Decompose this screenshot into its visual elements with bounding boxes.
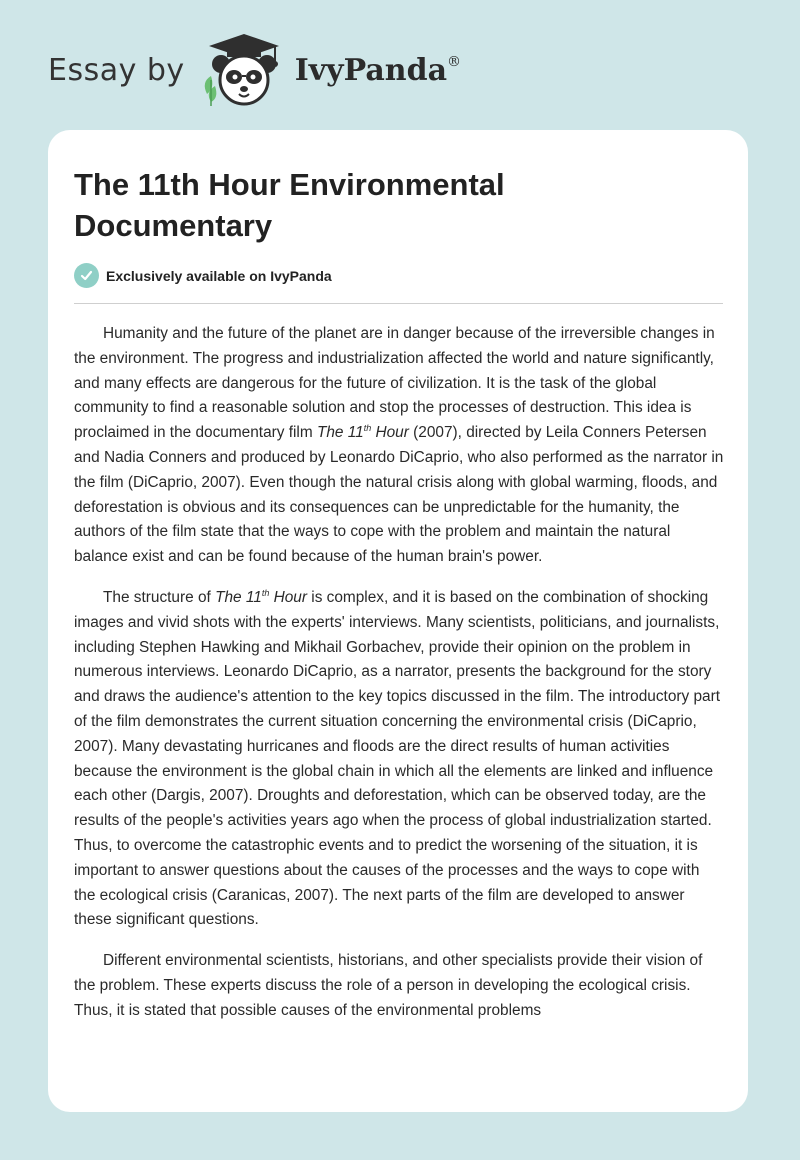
page-title: The 11th Hour Environmental Documentary [74,167,505,243]
registered-mark: ® [447,53,462,70]
exclusive-badge [74,263,332,288]
panda-logo-icon[interactable] [199,32,289,108]
essay-body [74,322,724,1040]
essay-card [48,130,748,1112]
site-header [48,30,461,110]
paragraph-1: Humanity and the future of the planet are in danger because of the irreversible changes in the environment. The progress and industrialization affected the world and nature significantly, and many effects are dangerous for the future of civilization. It is the task of the global community to find a reasonable solution and stop the processes of destruction. This idea is proclaimed in the documentary film The 11th Hour (2007), directed by Leila Conners Petersen and Nadia Conners and produced by Leonardo DiCaprio, who also performed as the narrator in the film (DiCaprio, 2007). Even though the natural crisis along with global warming, floods, and deforestation is obvious and its consequences can be unpredictable for the humanity, the authors of the film state that the ways to cope with the problem and maintain the natural balance exist and can be found because of the human brain's power. [74,325,724,566]
divider [74,303,723,304]
exclusive-label: Exclusively available on IvyPanda [106,267,332,284]
essay-by-label: Essay by [48,52,185,88]
brand-name[interactable]: IvyPanda® [294,52,462,88]
film-title: The 11th Hour [215,587,307,606]
film-title: The 11th Hour [316,423,409,442]
paragraph-2: The structure of The 11th Hour is complex, and it is based on the combination of shocking images and vivid shots with the experts' interviews. Many scientists, politicians, and journalists, including Stephen Hawking and Mikhail Gorbachev, provide their opinion on the problem in numerous interviews. Leonardo DiCaprio, as a narrator, presents the background for the story and draws the audience's attention to the key topics discussed in the film. The introductory part of the film demonstrates the current situation concerning the environmental crisis (DiCaprio, 2007). Many devastating hurricanes and floods are the direct results of human activities because the environment is the global chain in which all the elements are linked and influence each other (Dargis, 2007). Droughts and deforestation, which can be observed today, are the results of the people's activities years ago when the process of global industrialization started. Thus, to overcome the catastrophic events and to predict the worsening of the situation, it is important to answer questions about the causes of the processes and the ways to cope with the ecological crisis (Caranicas, 2007). The next parts of the film are developed to answer these significant questions. [74,587,721,929]
paragraph-3: Different environmental scientists, historians, and other specialists provide their vision of the problem. These experts discuss the role of a person in developing the ecological crisis. Thus, it is stated that possible causes of the environmental problems [74,952,703,1019]
check-icon [74,263,99,288]
